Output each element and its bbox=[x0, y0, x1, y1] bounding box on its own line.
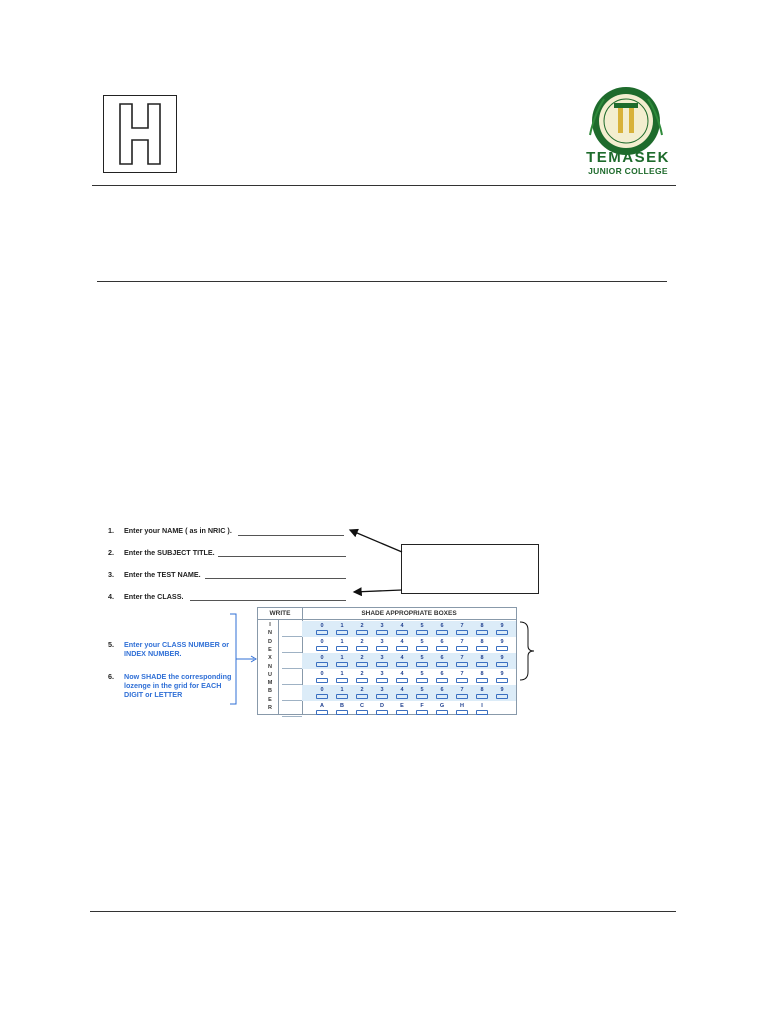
lozenge[interactable] bbox=[356, 646, 368, 651]
option-label: 7 bbox=[460, 655, 464, 661]
shade-option[interactable] bbox=[452, 671, 472, 683]
lozenge[interactable] bbox=[316, 630, 328, 635]
lozenge[interactable] bbox=[336, 710, 348, 715]
side-letter: D bbox=[268, 638, 272, 645]
write-box[interactable] bbox=[282, 652, 302, 653]
lozenge[interactable] bbox=[336, 662, 348, 667]
lozenge[interactable] bbox=[336, 630, 348, 635]
option-label: 1 bbox=[340, 687, 344, 693]
tier-logo bbox=[103, 95, 177, 173]
header-rule bbox=[92, 185, 676, 186]
lozenge[interactable] bbox=[396, 662, 408, 667]
option-label: D bbox=[380, 703, 384, 709]
option-label: E bbox=[400, 703, 404, 709]
shade-option[interactable] bbox=[352, 687, 372, 699]
callout-box bbox=[401, 544, 539, 594]
shade-option[interactable] bbox=[392, 703, 412, 715]
lozenge[interactable] bbox=[316, 678, 328, 683]
instruction-4: 4. Enter the CLASS. bbox=[108, 592, 184, 601]
option-label: 2 bbox=[360, 639, 364, 645]
shade-option[interactable] bbox=[412, 703, 432, 715]
side-letter: I bbox=[269, 622, 271, 628]
shade-option[interactable] bbox=[392, 655, 412, 667]
digit-row bbox=[302, 669, 516, 685]
lozenge[interactable] bbox=[376, 694, 388, 699]
shade-option[interactable] bbox=[312, 703, 332, 715]
lozenge[interactable] bbox=[456, 678, 468, 683]
option-label: 7 bbox=[460, 687, 464, 693]
write-box[interactable] bbox=[282, 636, 302, 637]
option-label: 0 bbox=[320, 623, 324, 629]
lozenge[interactable] bbox=[436, 646, 448, 651]
subject-line bbox=[218, 556, 346, 557]
option-label: 3 bbox=[380, 671, 384, 677]
shade-option[interactable] bbox=[372, 639, 392, 651]
option-label: 2 bbox=[360, 687, 364, 693]
lozenge[interactable] bbox=[496, 630, 508, 635]
test-name-line bbox=[205, 578, 346, 579]
lozenge[interactable] bbox=[416, 678, 428, 683]
lozenge[interactable] bbox=[456, 662, 468, 667]
lozenge[interactable] bbox=[476, 710, 488, 715]
shade-header: SHADE APPROPRIATE BOXES bbox=[302, 608, 516, 620]
lozenge[interactable] bbox=[436, 630, 448, 635]
option-label: 0 bbox=[320, 671, 324, 677]
lozenge[interactable] bbox=[496, 646, 508, 651]
lozenge[interactable] bbox=[376, 630, 388, 635]
option-label: 8 bbox=[480, 687, 484, 693]
option-label: 9 bbox=[500, 623, 504, 629]
school-subtitle: JUNIOR COLLEGE bbox=[588, 166, 668, 176]
lozenge[interactable] bbox=[416, 710, 428, 715]
lozenge[interactable] bbox=[316, 662, 328, 667]
instruction-2: 2. Enter the SUBJECT TITLE. bbox=[108, 548, 215, 557]
lozenge[interactable] bbox=[416, 630, 428, 635]
title-rule bbox=[97, 281, 667, 282]
shade-option[interactable] bbox=[472, 639, 492, 651]
shade-option[interactable] bbox=[492, 639, 512, 651]
option-label: 5 bbox=[420, 687, 424, 693]
option-label: 0 bbox=[320, 639, 324, 645]
lozenge[interactable] bbox=[496, 662, 508, 667]
shade-option[interactable] bbox=[312, 687, 332, 699]
lozenge[interactable] bbox=[396, 678, 408, 683]
shade-option[interactable] bbox=[452, 623, 472, 635]
lozenge[interactable] bbox=[456, 710, 468, 715]
letter-row bbox=[302, 701, 516, 717]
option-label: 8 bbox=[480, 639, 484, 645]
option-label: 4 bbox=[400, 655, 404, 661]
option-label: 7 bbox=[460, 639, 464, 645]
write-box[interactable] bbox=[282, 684, 302, 685]
lozenge[interactable] bbox=[416, 662, 428, 667]
shade-option[interactable] bbox=[312, 671, 332, 683]
shade-option[interactable] bbox=[492, 655, 512, 667]
option-label: 9 bbox=[500, 671, 504, 677]
side-letter: B bbox=[268, 688, 272, 695]
school-crest-icon bbox=[584, 85, 668, 157]
lozenge[interactable] bbox=[456, 694, 468, 699]
option-label: 8 bbox=[480, 671, 484, 677]
shade-option[interactable] bbox=[432, 623, 452, 635]
shade-option[interactable] bbox=[492, 671, 512, 683]
option-label: 2 bbox=[360, 623, 364, 629]
shade-option[interactable] bbox=[372, 687, 392, 699]
instruction-5: 5. Enter your CLASS NUMBER or INDEX NUMBER. bbox=[108, 640, 230, 658]
shade-option[interactable] bbox=[472, 703, 492, 715]
lozenge[interactable] bbox=[376, 710, 388, 715]
lozenge[interactable] bbox=[316, 710, 328, 715]
lozenge[interactable] bbox=[456, 630, 468, 635]
shade-option[interactable] bbox=[492, 687, 512, 699]
lozenge[interactable] bbox=[396, 710, 408, 715]
shade-option[interactable] bbox=[372, 671, 392, 683]
shade-option[interactable] bbox=[412, 687, 432, 699]
lozenge[interactable] bbox=[356, 694, 368, 699]
option-label: 6 bbox=[440, 639, 444, 645]
shade-option[interactable] bbox=[392, 623, 412, 635]
shade-option[interactable] bbox=[352, 655, 372, 667]
option-label: 4 bbox=[400, 639, 404, 645]
side-letter: E bbox=[268, 646, 272, 653]
shade-option[interactable] bbox=[312, 655, 332, 667]
footer-rule bbox=[90, 911, 676, 912]
option-label: F bbox=[420, 703, 424, 709]
option-label: 1 bbox=[340, 671, 344, 677]
option-label: 8 bbox=[480, 655, 484, 661]
lozenge[interactable] bbox=[336, 646, 348, 651]
class-line bbox=[190, 600, 346, 601]
option-label: 5 bbox=[420, 623, 424, 629]
name-line bbox=[238, 535, 344, 536]
option-label: 4 bbox=[400, 687, 404, 693]
digit-row bbox=[302, 621, 516, 637]
lozenge[interactable] bbox=[476, 662, 488, 667]
shade-option[interactable] bbox=[372, 703, 392, 715]
shade-option[interactable] bbox=[472, 687, 492, 699]
option-label: G bbox=[439, 703, 445, 709]
option-label: 8 bbox=[480, 623, 484, 629]
option-label: 2 bbox=[360, 671, 364, 677]
arrows-icon bbox=[340, 520, 410, 605]
shade-option[interactable] bbox=[352, 671, 372, 683]
lozenge[interactable] bbox=[356, 662, 368, 667]
option-label: 3 bbox=[380, 687, 384, 693]
option-label: 5 bbox=[420, 655, 424, 661]
side-letter: X bbox=[268, 655, 272, 662]
option-label: I bbox=[481, 703, 483, 709]
shade-option[interactable] bbox=[392, 639, 412, 651]
digit-row bbox=[302, 637, 516, 653]
shade-option[interactable] bbox=[372, 655, 392, 667]
side-letter: M bbox=[267, 680, 273, 687]
option-label: 5 bbox=[420, 671, 424, 677]
option-label: 9 bbox=[500, 655, 504, 661]
shade-option[interactable] bbox=[432, 671, 452, 683]
shade-option[interactable] bbox=[332, 671, 352, 683]
shade-option[interactable] bbox=[412, 655, 432, 667]
side-letter: R bbox=[268, 705, 272, 711]
option-label: 6 bbox=[440, 655, 444, 661]
shade-option[interactable] bbox=[492, 623, 512, 635]
write-box[interactable] bbox=[282, 700, 302, 701]
side-letter: U bbox=[268, 671, 272, 678]
option-label: B bbox=[340, 703, 344, 709]
school-name: TEMASEK bbox=[586, 149, 670, 166]
shade-option[interactable] bbox=[452, 703, 472, 715]
shade-option[interactable] bbox=[352, 639, 372, 651]
instruction-6: 6. Now SHADE the corresponding lozenge in the grid for EACH DIGIT or LETTER bbox=[108, 672, 232, 699]
lozenge[interactable] bbox=[476, 694, 488, 699]
digit-row bbox=[302, 685, 516, 701]
shade-option[interactable] bbox=[352, 623, 372, 635]
option-label: 9 bbox=[500, 687, 504, 693]
lozenge[interactable] bbox=[456, 646, 468, 651]
option-label: 6 bbox=[440, 623, 444, 629]
shade-option[interactable] bbox=[452, 639, 472, 651]
shade-option[interactable] bbox=[412, 639, 432, 651]
lozenge[interactable] bbox=[436, 662, 448, 667]
shade-option[interactable] bbox=[332, 703, 352, 715]
lozenge[interactable] bbox=[396, 694, 408, 699]
shade-option[interactable] bbox=[392, 671, 412, 683]
lozenge[interactable] bbox=[396, 646, 408, 651]
lozenge[interactable] bbox=[476, 678, 488, 683]
option-label: A bbox=[320, 703, 324, 709]
shade-option[interactable] bbox=[372, 623, 392, 635]
shade-option[interactable] bbox=[312, 623, 332, 635]
lozenge[interactable] bbox=[476, 646, 488, 651]
shade-option[interactable] bbox=[392, 687, 412, 699]
h-letter-icon bbox=[116, 100, 164, 168]
lozenge[interactable] bbox=[436, 678, 448, 683]
option-label: C bbox=[360, 703, 364, 709]
lozenge[interactable] bbox=[356, 630, 368, 635]
write-box[interactable] bbox=[282, 716, 302, 717]
option-label: 4 bbox=[400, 623, 404, 629]
option-label: 4 bbox=[400, 671, 404, 677]
digit-row bbox=[302, 653, 516, 669]
option-label: 3 bbox=[380, 655, 384, 661]
lozenge[interactable] bbox=[376, 646, 388, 651]
lozenge[interactable] bbox=[396, 630, 408, 635]
shade-option[interactable] bbox=[472, 671, 492, 683]
option-label: 0 bbox=[320, 687, 324, 693]
brace-icon bbox=[518, 620, 540, 682]
shade-option[interactable] bbox=[312, 639, 332, 651]
instruction-1: 1. Enter your NAME ( as in NRIC ). bbox=[108, 526, 232, 535]
option-label: 5 bbox=[420, 639, 424, 645]
option-label: 7 bbox=[460, 623, 464, 629]
option-label: 7 bbox=[460, 671, 464, 677]
shade-option[interactable] bbox=[432, 687, 452, 699]
lozenge[interactable] bbox=[476, 630, 488, 635]
shade-option[interactable] bbox=[412, 623, 432, 635]
option-label: 6 bbox=[440, 687, 444, 693]
lozenge[interactable] bbox=[376, 678, 388, 683]
option-label: 6 bbox=[440, 671, 444, 677]
lozenge[interactable] bbox=[336, 694, 348, 699]
shade-option[interactable] bbox=[332, 687, 352, 699]
option-label: 1 bbox=[340, 639, 344, 645]
shade-option[interactable] bbox=[332, 623, 352, 635]
option-label: 0 bbox=[320, 655, 324, 661]
instruction-3: 3. Enter the TEST NAME. bbox=[108, 570, 201, 579]
bracket-arrow-icon bbox=[226, 612, 260, 706]
lozenge[interactable] bbox=[356, 678, 368, 683]
side-letter: E bbox=[268, 696, 272, 703]
lozenge[interactable] bbox=[376, 662, 388, 667]
shade-option[interactable] bbox=[412, 671, 432, 683]
option-label: 3 bbox=[380, 639, 384, 645]
option-label: 1 bbox=[340, 655, 344, 661]
lozenge[interactable] bbox=[436, 710, 448, 715]
shade-option[interactable] bbox=[432, 639, 452, 651]
option-label: H bbox=[460, 703, 464, 709]
shade-option[interactable] bbox=[432, 703, 452, 715]
option-label: 9 bbox=[500, 639, 504, 645]
shade-option[interactable] bbox=[452, 655, 472, 667]
shade-option[interactable] bbox=[452, 687, 472, 699]
lozenge[interactable] bbox=[416, 694, 428, 699]
shade-option[interactable] bbox=[332, 639, 352, 651]
write-box[interactable] bbox=[282, 668, 302, 669]
side-letter: N bbox=[268, 630, 272, 637]
lozenge[interactable] bbox=[316, 694, 328, 699]
index-shading-grid bbox=[257, 607, 517, 715]
lozenge[interactable] bbox=[316, 646, 328, 651]
shade-option[interactable] bbox=[472, 655, 492, 667]
option-label: 1 bbox=[340, 623, 344, 629]
write-header: WRITE bbox=[258, 608, 303, 620]
lozenge[interactable] bbox=[336, 678, 348, 683]
side-letter: N bbox=[268, 663, 272, 670]
option-label: 2 bbox=[360, 655, 364, 661]
lozenge[interactable] bbox=[416, 646, 428, 651]
shade-option[interactable] bbox=[352, 703, 372, 715]
lozenge[interactable] bbox=[496, 678, 508, 683]
shade-option[interactable] bbox=[472, 623, 492, 635]
lozenge[interactable] bbox=[356, 710, 368, 715]
lozenge[interactable] bbox=[496, 694, 508, 699]
shade-option[interactable] bbox=[432, 655, 452, 667]
lozenge[interactable] bbox=[436, 694, 448, 699]
shade-option[interactable] bbox=[332, 655, 352, 667]
option-label: 3 bbox=[380, 623, 384, 629]
